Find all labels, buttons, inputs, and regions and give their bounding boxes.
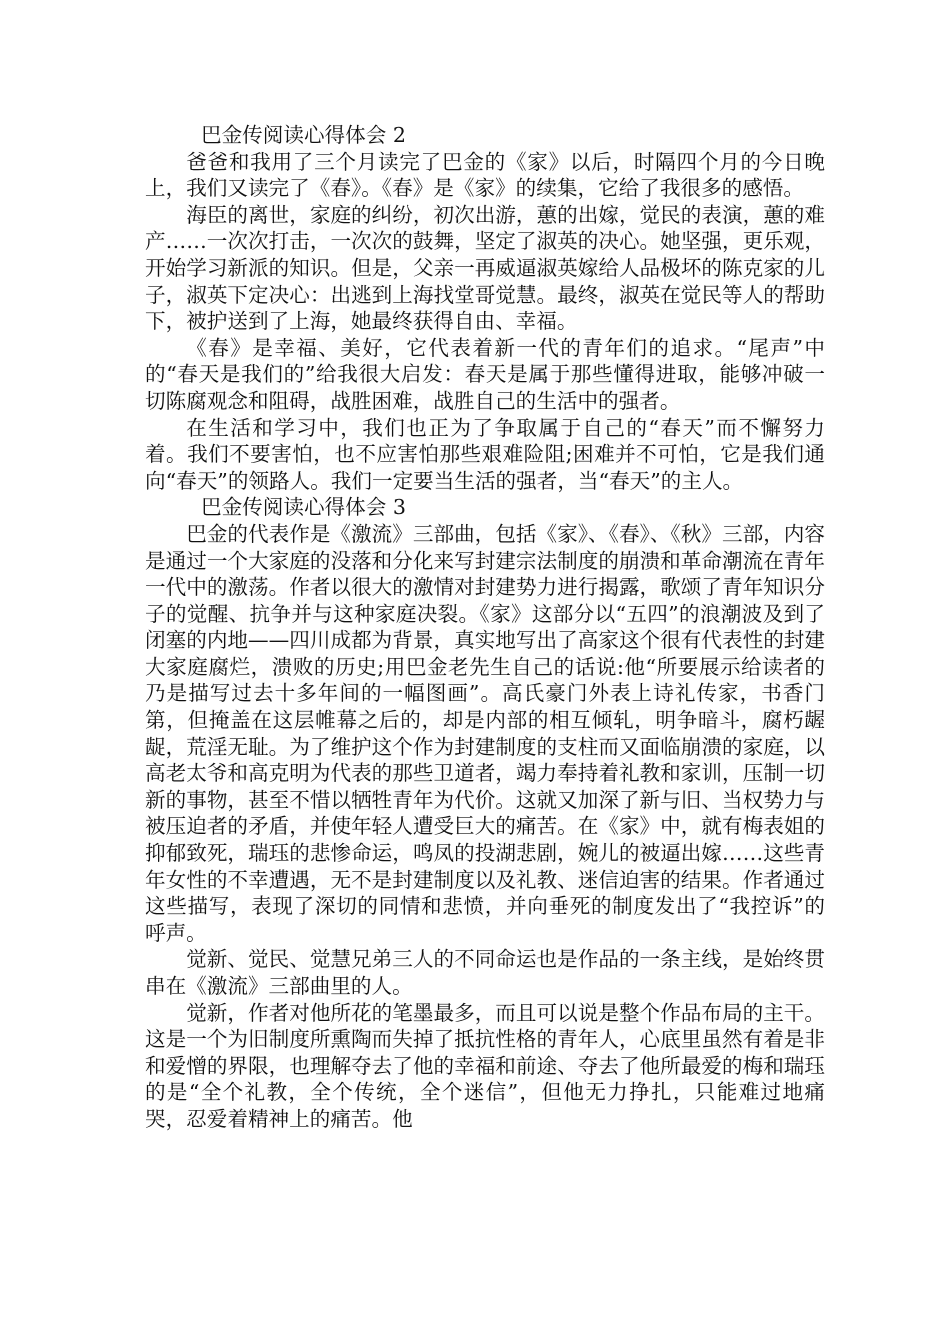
essay-section-2	[145, 122, 825, 494]
paragraph: 《春》是幸福、美好，它代表着新一代的青年们的追求。“尾声”中的“春天是我们的”给我很大启发：春天是属于那些懂得进取，能够冲破一切陈腐观念和阻碍，战胜困难，战胜自己的生活中的强者。	[145, 335, 825, 413]
section-title: 巴金传阅读心得体会 3	[201, 495, 406, 520]
paragraph: 在生活和学习中，我们也正为了争取属于自己的“春天”而不懈努力着。我们不要害怕，也不应害怕那些艰难险阻;困难并不可怕，它是我们通向“春天”的领路人。我们一定要当生活的强者，当“春天”的主人。	[145, 415, 825, 493]
essay-section-3	[145, 494, 825, 1132]
section-title: 巴金传阅读心得体会 2	[201, 123, 406, 147]
paragraph: 海臣的离世，家庭的纠纷，初次出游，蕙的出嫁，觉民的表演，蕙的难产……一次次打击，一次次的鼓舞，坚定了淑英的决心。她坚强，更乐观，开始学习新派的知识。但是，父亲一再威逼淑英嫁给人品极坏的陈克家的儿子，淑英下定决心：出逃到上海找堂哥觉慧。最终，淑英在觉民等人的帮助下，被护送到了上海，她最终获得自由、幸福。	[145, 202, 825, 334]
paragraph: 觉新、觉民、觉慧兄弟三人的不同命运也是作品的一条主线，是始终贯串在《激流》三部曲里的人。	[145, 947, 825, 998]
paragraph: 觉新，作者对他所花的笔墨最多，而且可以说是整个作品布局的主干。这是一个为旧制度所熏陶而失掉了抵抗性格的青年人，心底里虽然有着是非和爱憎的界限，也理解夺去了他的幸福和前途、夺去了他所最爱的梅和瑞珏的是“全个礼教，全个传统，全个迷信”，但他无力挣扎，只能难过地痛哭，忍爱着精神上的痛苦。他	[145, 1000, 825, 1131]
document-page	[145, 122, 825, 1133]
paragraph: 巴金的代表作是《激流》三部曲，包括《家》、《春》、《秋》三部，内容是通过一个大家庭的没落和分化来写封建宗法制度的崩溃和革命潮流在青年一代中的激荡。作者以很大的激情对封建势力进行揭露，歌颂了青年知识分子的觉醒、抗争并与这种家庭决裂。《家》这部分以“五四”的浪潮波及到了闭塞的内地——四川成都为背景，真实地写出了高家这个很有代表性的封建大家庭腐烂，溃败的历史;用巴金老先生自己的话说:他“所要展示给读者的乃是描写过去十多年间的一幅图画”。高氏豪门外表上诗礼传家，书香门第，但掩盖在这层帷幕之后的，却是内部的相互倾轧，明争暗斗，腐朽龌龊，荒淫无耻。为了维护这个作为封建制度的支柱而又面临崩溃的家庭，以高老太爷和高克明为代表的那些卫道者，竭力奉持着礼教和家训，压制一切新的事物，甚至不惜以牺牲青年为代价。这就又加深了新与旧、当权势力与被压迫者的矛盾，并使年轻人遭受巨大的痛苦。在《家》中，就有梅表姐的抑郁致死，瑞珏的悲惨命运，鸣凤的投湖悲剧，婉儿的被逼出嫁……这些青年女性的不幸遭遇，无不是封建制度以及礼教、迷信迫害的结果。作者通过这些描写，表现了深切的同情和悲愤，并向垂死的制度发出了“我控诉”的呼声。	[145, 521, 825, 945]
paragraph: 爸爸和我用了三个月读完了巴金的《家》以后，时隔四个月的今日晚上，我们又读完了《春》。《春》是《家》的续集，它给了我很多的感悟。	[145, 149, 825, 201]
